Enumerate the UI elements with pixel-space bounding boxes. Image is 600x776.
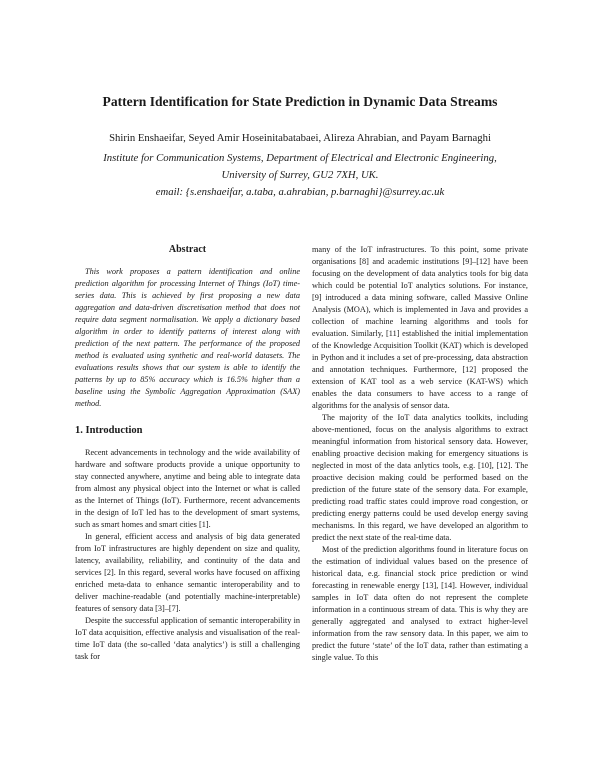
right-paragraph-3: Most of the prediction algorithms found in literature focus on the estimation of individual values based on the presence of historical data, e.g. financial stock price prediction or wind forecasting in renewable energy [13], [14]. However, individual samples in IoT data often do not represent the complete information in a continuous stream of data. This is why they are generally aggregated and analysed to extract higher-level information from the raw sensory data. In this paper, we aim to predict the future ‘state’ of the IoT data, rather than estimating a single value. To this [312, 545, 528, 662]
intro-paragraph-2: In general, efficient access and analysis of big data generated from IoT infrastructures are highly dependent on size and quality, latency, availability, reliability, and continuity of the data and services [2]. In this regard, several works have focused on affixing enriched meta-data to enhance semantic interoperability and to deliver machine-readable (and potentially machine-interpretable) features of sensory data [3]–[7]. [75, 532, 300, 613]
left-column [75, 244, 300, 663]
right-column [312, 244, 528, 664]
institution-line-1: Institute for Communication Systems, Department of Electrical and Electronic Engineering, [103, 152, 497, 164]
paper-title: Pattern Identification for State Prediction in Dynamic Data Streams [102, 94, 498, 109]
section-heading-introduction: 1. Introduction [75, 425, 143, 436]
institution-line-2: University of Surrey, GU2 7XH, UK. [221, 169, 379, 181]
abstract-text: This work proposes a pattern identification and online prediction algorithm for processing Internet of Things (IoT) time-series data. This is achieved by first proposing a new data aggregation and data-driven discretisation method that does not require data segment normalisation. We apply a dictionary based algorithm in order to identify patterns of interest along with prediction of the next pattern. The performance of the proposed method is evaluated using synthetic and real-world datasets. The evaluations results shows that our system is able to identify the patterns by up to 85% accuracy which is 16.5% higher than a baseline using the Symbolic Aggregation Approximation (SAX) method. [75, 267, 300, 408]
author-list: Shirin Enshaeifar, Seyed Amir Hoseinitabatabaei, Alireza Ahrabian, and Payam Barnaghi [109, 132, 491, 144]
right-paragraph-2: The majority of the IoT data analytics toolkits, including above-mentioned, focus on the analysis algorithms to extract meaningful information from historical sensory data. However, enabling proactive decision making for emergency situations is neglected in most of the data anlytics tools, e.g. [10], [12]. The proactive decision making could be performed based on the prediction of the future state of the sensory data. For example, predicting road traffic states could improve road congestion, or predicting energy patterns could be used develop energy saving mechanisms. In this regard, we have developed an algorithm to predict the next state of the real-time data. [312, 413, 528, 542]
intro-paragraph-3: Despite the successful application of semantic interoperability in IoT data acquisition, effective analysis and visualisation of the real-time IoT data (the so-called ‘data analytics’) is still a challenging task for [75, 616, 300, 661]
author-email: email: {s.enshaeifar, a.taba, a.ahrabian, p.barnaghi}@surrey.ac.uk [155, 186, 445, 198]
intro-paragraph-1: Recent advancements in technology and the wide availability of hardware and software products provide a unique opportunity to stay connected anywhere, anytime and being able to integrate data from almost any physical object into the Internet or what is called as the Internet of Things (IoT). Furthermore, recent advancements in the design of IoT led has to the development of smart systems, such as smart homes and smart cities [1]. [75, 448, 300, 529]
right-paragraph-1: many of the IoT infrastructures. To this point, some private organisations [8] and academic institutions [9]–[12] have been focusing on the development of data analytics tools for big data which could be potential IoT analytics solutions. For instance, [9] introduced a data mining software, called Massive Online Analysis (MOA), which is implemented in Java and provides a collection of machine learning algorithms and tools for evaluation. Similarly, [11] established the initial implementation of the Knowledge Acquisition Toolkit (KAT) which is developed in Python and it includes a set of pre-processing, data abstraction and annotation techniques. Furthermore, [12] proposed the extension of KAT tool as a web service (KAT-WS) which enables the data consumers to have access to a range of algorithms for the analysis of sensor data. [312, 245, 528, 410]
abstract-heading: Abstract [168, 244, 207, 255]
